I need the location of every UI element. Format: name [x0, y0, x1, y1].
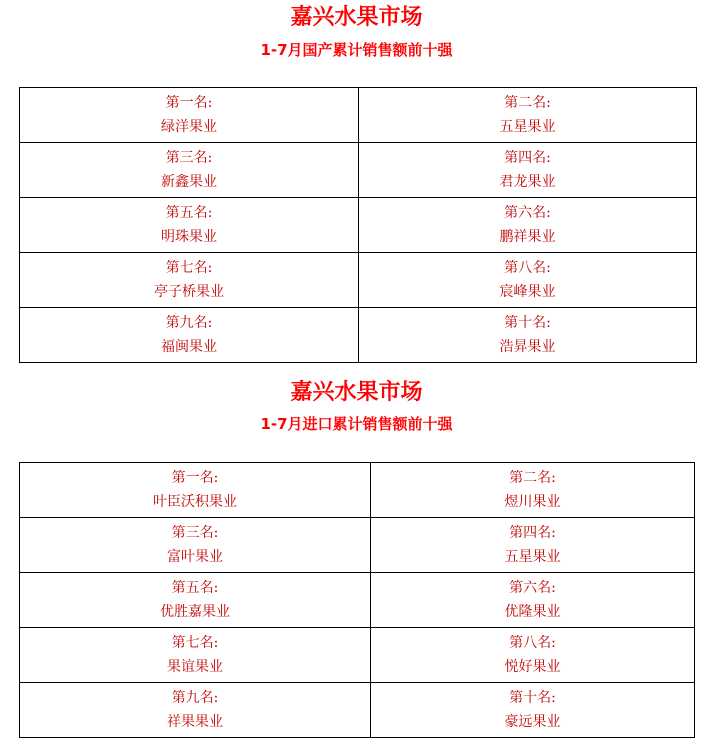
rank-label: 第二名: [504, 95, 551, 111]
company-name: 祥果果业 [167, 714, 223, 730]
rank-cell [20, 518, 371, 573]
section-1-title: 嘉兴水果市场 [290, 5, 423, 30]
company-name: 绿洋果业 [161, 119, 217, 135]
rank-cell [20, 573, 371, 628]
rank-cell [20, 463, 371, 518]
rank-label: 第一名: [171, 470, 219, 486]
rank-label: 第十名: [509, 690, 556, 706]
rank-label: 第一名: [165, 95, 213, 111]
rank-label: 第三名: [165, 150, 213, 166]
rank-label: 第八名: [504, 260, 551, 276]
rank-cell [359, 308, 697, 363]
company-name: 叶臣沃积果业 [153, 494, 237, 510]
rank-cell [20, 683, 371, 738]
rank-cell [359, 88, 697, 143]
company-name: 优隆果业 [504, 604, 561, 620]
section-2-title: 嘉兴水果市场 [290, 380, 423, 405]
table-row [20, 308, 697, 363]
rank-cell [20, 198, 359, 253]
company-name: 富叶果业 [167, 549, 223, 565]
rank-label: 第三名: [171, 525, 219, 541]
table-row [20, 518, 695, 573]
table-row [20, 198, 697, 253]
company-name: 浩昇果业 [499, 339, 556, 355]
rank-cell [20, 308, 359, 363]
rank-cell [20, 628, 371, 683]
rank-cell [20, 253, 359, 308]
rank-cell [359, 253, 697, 308]
company-name: 悦好果业 [504, 659, 561, 675]
company-name: 鹏祥果业 [499, 229, 556, 245]
rank-cell [371, 518, 695, 573]
rank-cell [371, 463, 695, 518]
company-name: 五星果业 [504, 549, 561, 565]
table-row [20, 253, 697, 308]
rank-label: 第五名: [165, 205, 213, 221]
rank-cell [359, 143, 697, 198]
rank-label: 第七名: [171, 635, 219, 651]
rank-cell [371, 683, 695, 738]
company-name: 亭子桥果业 [154, 284, 224, 300]
company-name: 优胜嘉果业 [160, 604, 230, 620]
rank-cell [371, 573, 695, 628]
rank-label: 第六名: [509, 580, 556, 596]
table-row [20, 143, 697, 198]
company-name: 五星果业 [499, 119, 556, 135]
company-name: 宸峰果业 [499, 284, 556, 300]
rank-label: 第十名: [504, 315, 551, 331]
rank-label: 第二名: [509, 470, 556, 486]
rank-cell [371, 628, 695, 683]
rank-label: 第九名: [165, 315, 213, 331]
section-1-ranking-table [19, 87, 697, 363]
rank-cell [20, 143, 359, 198]
rank-label: 第六名: [504, 205, 551, 221]
section-1-subtitle: 1-7月国产累计销售额前十强 [260, 41, 453, 59]
rank-cell [359, 198, 697, 253]
rank-label: 第七名: [165, 260, 213, 276]
rank-label: 第四名: [509, 525, 556, 541]
company-name: 君龙果业 [499, 174, 556, 190]
table-row [20, 628, 695, 683]
rank-label: 第五名: [171, 580, 219, 596]
table-row [20, 683, 695, 738]
company-name: 煜川果业 [504, 494, 561, 510]
company-name: 明珠果业 [161, 229, 217, 245]
table-row [20, 88, 697, 143]
company-name: 果谊果业 [167, 659, 223, 675]
company-name: 豪远果业 [504, 714, 561, 730]
company-name: 福闽果业 [161, 339, 217, 355]
table-row [20, 463, 695, 518]
rank-label: 第八名: [509, 635, 556, 651]
rank-label: 第九名: [171, 690, 219, 706]
rank-label: 第四名: [504, 150, 551, 166]
rank-cell [20, 88, 359, 143]
section-2-subtitle: 1-7月进口累计销售额前十强 [260, 415, 453, 433]
section-2-ranking-table [19, 462, 695, 738]
table-row [20, 573, 695, 628]
company-name: 新鑫果业 [161, 174, 217, 190]
